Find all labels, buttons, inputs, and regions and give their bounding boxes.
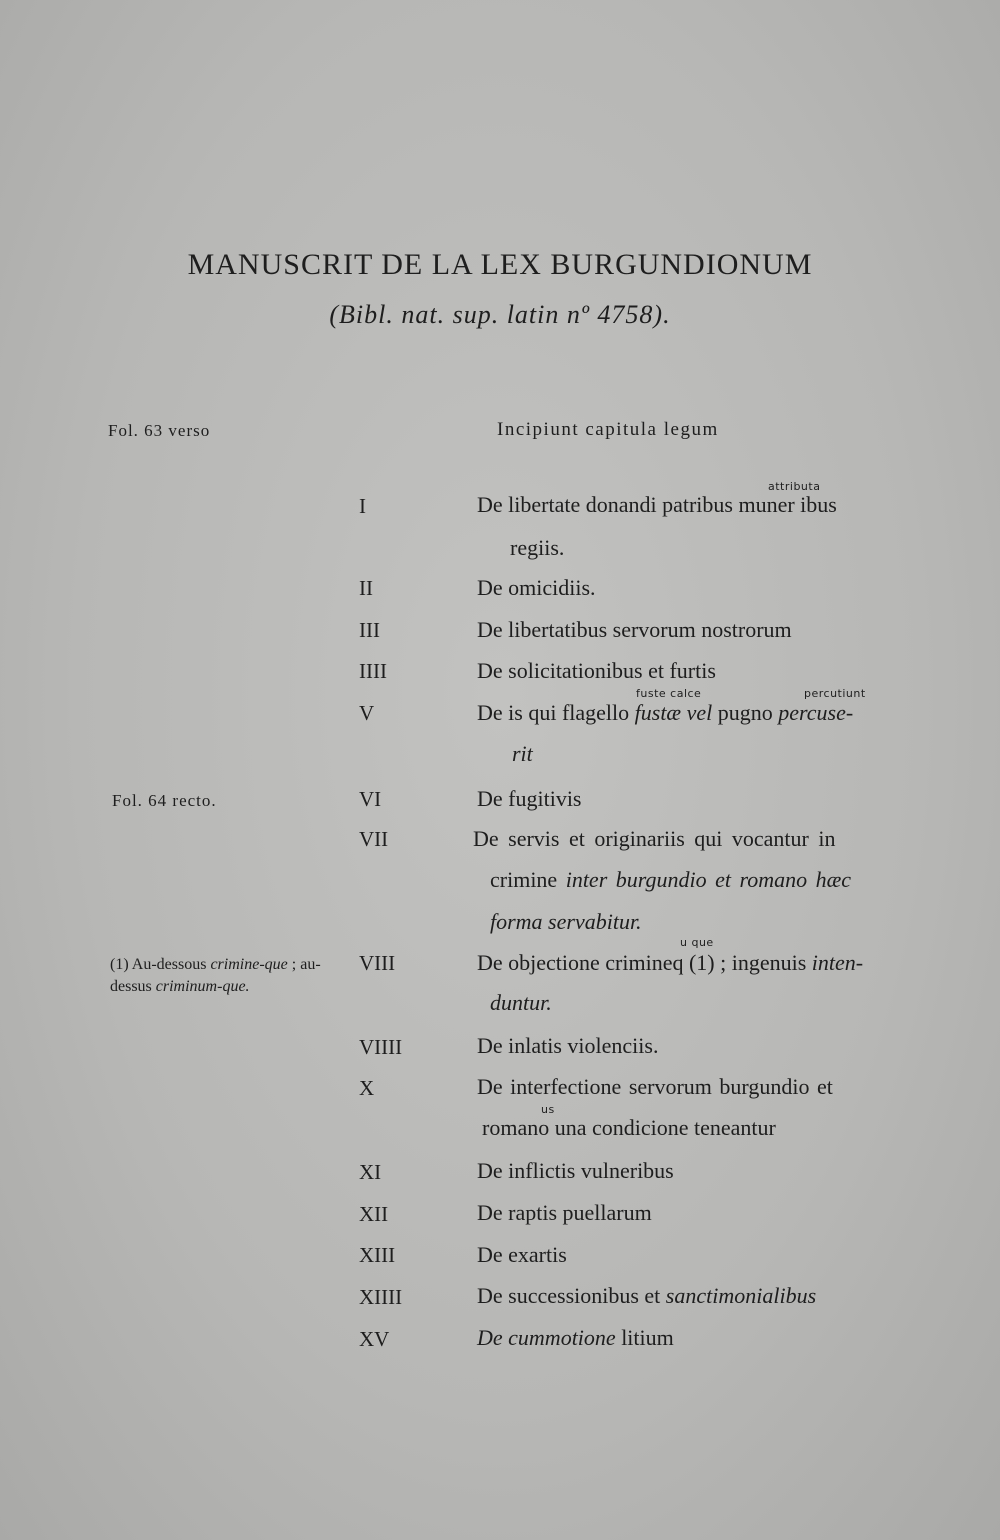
chapter-number: XII: [359, 1202, 389, 1226]
chapter-title: De exartis: [477, 1242, 567, 1267]
chapter-title: De is qui flagello fustæ vel pugno percuse-: [477, 700, 854, 725]
footnote-number: (1): [110, 956, 129, 973]
footnote: [110, 954, 355, 998]
section-heading: Incipiunt capitula legum: [497, 419, 719, 440]
chapter-number: XI: [359, 1160, 382, 1184]
chapter-title: De raptis puellarum: [477, 1200, 652, 1225]
interlinear-gloss: us: [541, 1103, 555, 1116]
chapter-title: De omicidiis.: [477, 575, 596, 600]
chapter-number: III: [359, 618, 380, 642]
chapter-title-continuation: rit: [512, 741, 533, 766]
chapter-number: V: [359, 701, 375, 725]
chapter-number: X: [359, 1076, 375, 1100]
chapter-title-continuation: regiis.: [510, 535, 565, 560]
chapter-title: De solicitationibus et furtis: [477, 658, 716, 683]
chapter-title: De cummotione litium: [477, 1325, 674, 1350]
folio-label-64-recto: Fol. 64 recto.: [112, 791, 217, 810]
interlinear-gloss: percutiunt: [804, 687, 866, 700]
chapter-title: De libertatibus servorum nostrorum: [477, 617, 792, 642]
chapter-title-continuation: romano una condicione teneantur: [482, 1115, 776, 1140]
chapter-number: II: [359, 576, 373, 600]
footnote-text: ; au-dessus: [110, 956, 321, 995]
interlinear-gloss: fuste calce: [636, 687, 702, 700]
page-title: MANUSCRIT DE LA LEX BURGUNDIONUM: [187, 248, 813, 281]
chapter-title: De inlatis violenciis.: [477, 1033, 659, 1058]
chapter-number: XIII: [359, 1243, 396, 1267]
chapter-number: IIII: [359, 659, 387, 683]
chapter-title: De objectione crimineq (1) ; ingenuis inten-: [477, 950, 864, 975]
chapter-number: XIIII: [359, 1285, 403, 1309]
footnote-text: Au-dessous: [131, 956, 207, 973]
chapter-title: De servis et originariis qui vocantur in: [473, 826, 836, 851]
footnote-term: criminum-que.: [155, 978, 250, 995]
page-subtitle: (Bibl. nat. sup. latin nº 4758).: [329, 300, 671, 329]
chapter-title: De libertate donandi patribus muner ibus: [477, 492, 837, 517]
chapter-number: VIII: [359, 951, 396, 975]
footnote-term: crimine-que: [210, 956, 288, 973]
chapter-number: I: [359, 494, 366, 518]
chapter-title: De fugitivis: [477, 786, 582, 811]
chapter-title: De inflictis vulneribus: [477, 1158, 674, 1183]
chapter-number: VII: [359, 827, 389, 851]
chapter-title-continuation: crimine inter burgundio et romano hæc: [490, 867, 852, 892]
chapter-number: VIIII: [359, 1035, 403, 1059]
chapter-title: De successionibus et sanctimonialibus: [477, 1283, 817, 1308]
chapter-title-continuation: duntur.: [490, 990, 552, 1015]
chapter-number: XV: [359, 1327, 390, 1351]
chapter-number: VI: [359, 787, 382, 811]
chapter-title-continuation: forma servabitur.: [490, 909, 642, 934]
folio-label-63-verso: Fol. 63 verso: [108, 421, 211, 440]
interlinear-gloss: u que: [680, 936, 714, 949]
interlinear-gloss: attributa: [768, 480, 821, 493]
chapter-title: De interfectione servorum burgundio et: [477, 1074, 833, 1099]
